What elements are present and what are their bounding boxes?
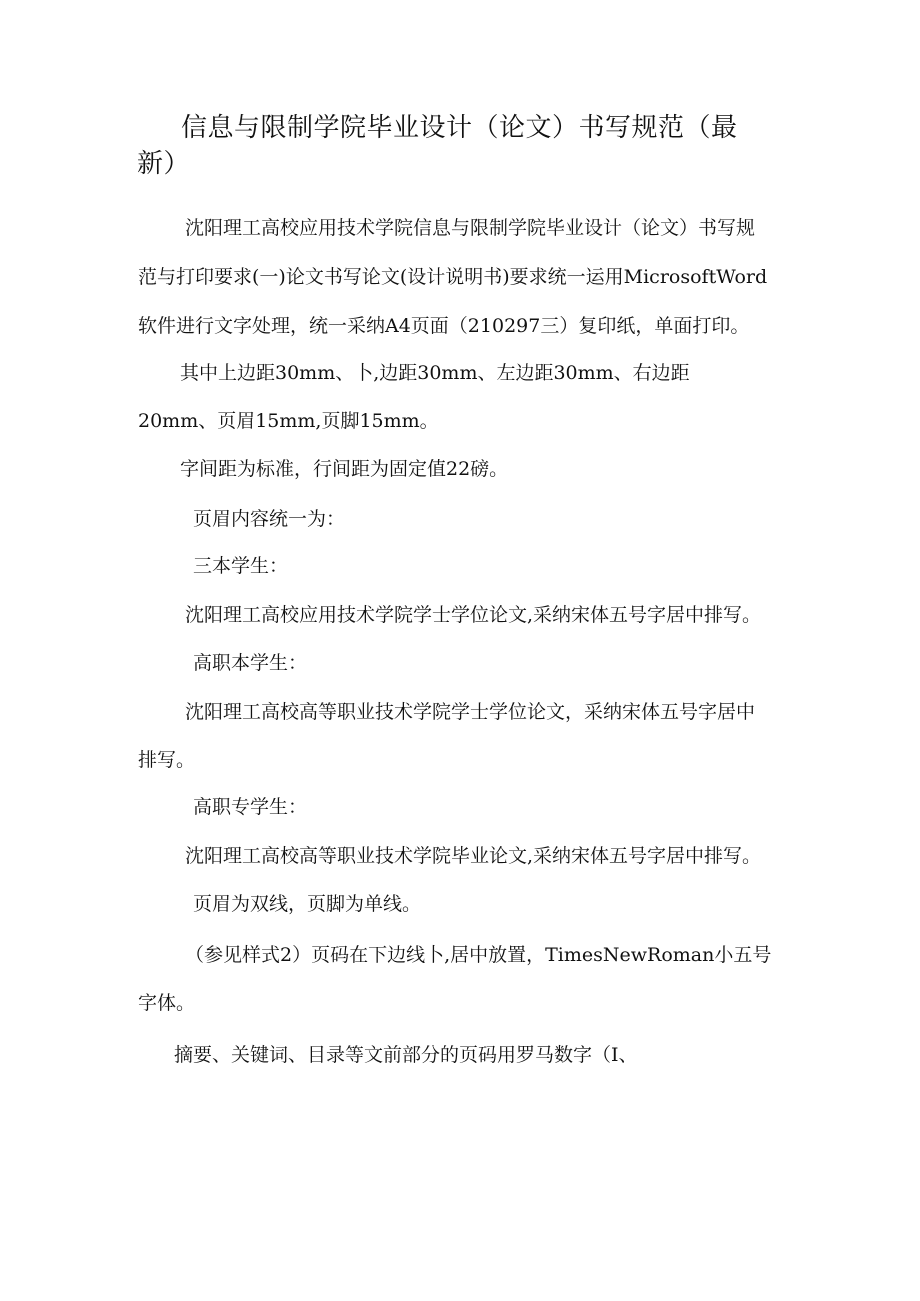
paragraph-line: （参见样式2）页码在下边线卜,居中放置，TimesNewRoman小五号 [185,944,772,966]
paragraph-line: 沈阳理工高校应用技术学院信息与限制学院毕业设计（论文）书写规 [185,217,756,239]
paragraph-line: 其中上边距30mm、卜,边距30mm、左边距30mm、右边距 [180,362,690,384]
paragraph-line: 摘要、关键词、目录等文前部分的页码用罗马数字（I、 [174,1044,638,1066]
paragraph-line: 字间距为标准，行间距为固定值22磅。 [180,458,509,480]
paragraph-line: 页眉为双线，页脚为单线。 [193,893,422,915]
document-title [137,110,757,182]
document-title-line-1: 信息与限制学院毕业设计（论文）书写规范（最 [181,113,738,143]
document-title-line-2: 新） [137,149,191,179]
paragraph-line: 软件进行文字处理，统一采纳A4页面（210297三）复印纸，单面打印。 [138,315,750,337]
paragraph-line: 沈阳理工高校高等职业技术学院毕业论文,采纳宋体五号字居中排写。 [185,845,762,867]
paragraph-line: 高职专学生： [193,796,308,818]
paragraph-line: 高职本学生： [193,652,308,674]
paragraph-line: 沈阳理工高校高等职业技术学院学士学位论文，采纳宋体五号字居中 [185,701,756,723]
paragraph-line: 20mm、页眉15mm,页脚15mm。 [138,410,439,432]
paragraph-line: 排写。 [138,749,196,771]
paragraph-line: 范与打印要求(一)论文书写论文(设计说明书)要求统一运用MicrosoftWord [138,266,768,288]
paragraph-line: 字体。 [138,992,196,1014]
paragraph-line: 沈阳理工高校应用技术学院学士学位论文,采纳宋体五号字居中排写。 [185,604,762,626]
paragraph-line: 页眉内容统一为： [193,508,346,530]
paragraph-line: 三本学生： [193,555,289,577]
